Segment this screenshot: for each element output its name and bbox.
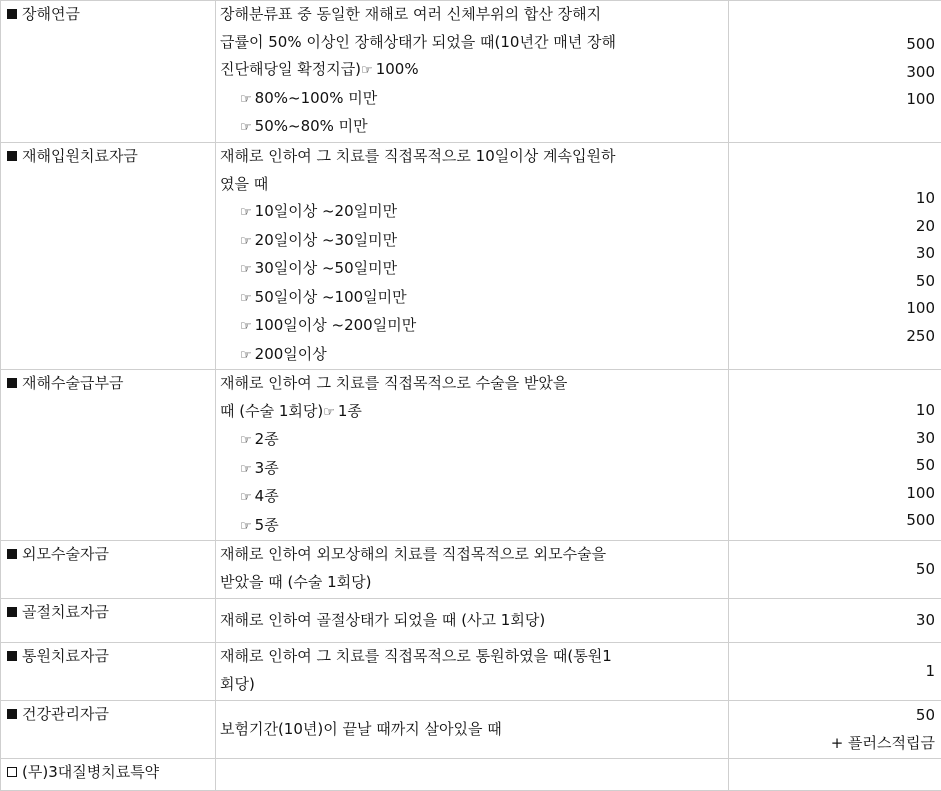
amount-cell (729, 1, 941, 143)
benefit-name: 장해연금 (22, 5, 80, 23)
amount-value: 50 (729, 702, 935, 730)
desc-subitem: ☞ 3종 (220, 455, 728, 484)
amount-value: 500 (729, 507, 935, 535)
table-row (1, 599, 941, 643)
benefit-name: 외모수술자금 (22, 545, 109, 563)
amount-cell (729, 599, 941, 643)
desc-subitem: ☞ 5종 (220, 512, 728, 541)
benefit-name-cell (1, 143, 216, 370)
desc-line: 진단해당일 확정지급)☞ 100% (220, 56, 728, 85)
desc-line: 재해로 인하여 골절상태가 되었을 때 (사고 1회당) (220, 607, 728, 635)
empty-square-icon (7, 767, 17, 777)
pointing-hand-icon: ☞ (323, 399, 335, 427)
benefit-name: 골절치료자금 (22, 603, 109, 621)
pointing-hand-icon: ☞ (240, 456, 252, 484)
pointing-hand-icon: ☞ (240, 256, 252, 284)
amount-value: 10 (729, 397, 935, 425)
table-row (1, 701, 941, 759)
benefit-desc-cell (216, 370, 729, 541)
amount-cell (729, 143, 941, 370)
amount-cell (729, 643, 941, 701)
amount-cell (729, 701, 941, 759)
rider-name: (무)3대질병치료특약 (22, 763, 159, 781)
table-row (1, 541, 941, 599)
pointing-hand-icon: ☞ (240, 285, 252, 313)
pointing-hand-icon: ☞ (240, 313, 252, 341)
filled-square-icon (7, 9, 17, 19)
benefit-desc-cell (216, 759, 729, 791)
pointing-hand-icon: ☞ (240, 427, 252, 455)
table-row (1, 370, 941, 541)
filled-square-icon (7, 378, 17, 388)
filled-square-icon (7, 151, 17, 161)
benefit-name-cell (1, 370, 216, 541)
benefit-desc-cell (216, 599, 729, 643)
pointing-hand-icon: ☞ (240, 86, 252, 114)
amount-cell (729, 370, 941, 541)
benefit-name: 재해입원치료자금 (22, 147, 138, 165)
pointing-hand-icon: ☞ (240, 199, 252, 227)
desc-subitem: ☞ 30일이상 ~50일미만 (220, 255, 728, 284)
benefit-desc-cell (216, 143, 729, 370)
desc-line: 급률이 50% 이상인 장해상태가 되었을 때(10년간 매년 장해 (220, 29, 728, 57)
amount-value: 50 (729, 556, 935, 584)
table-row (1, 643, 941, 701)
benefit-name-cell (1, 701, 216, 759)
amount-value: 100 (729, 86, 935, 114)
table-row (1, 1, 941, 143)
desc-line: 였을 때 (220, 171, 728, 199)
benefit-name-cell (1, 541, 216, 599)
filled-square-icon (7, 709, 17, 719)
benefit-name: 재해수술급부금 (22, 374, 123, 392)
filled-square-icon (7, 651, 17, 661)
benefit-desc-cell (216, 1, 729, 143)
desc-subitem: ☞ 50일이상 ~100일미만 (220, 284, 728, 313)
desc-line: 회당) (220, 671, 728, 699)
table-row (1, 143, 941, 370)
pointing-hand-icon: ☞ (240, 342, 252, 370)
desc-line: 장해분류표 중 동일한 재해로 여러 신체부위의 합산 장해지 (220, 1, 728, 29)
benefit-name-cell (1, 1, 216, 143)
benefit-desc-cell (216, 541, 729, 599)
benefit-name-cell (1, 643, 216, 701)
amount-value: 100 (729, 480, 935, 508)
desc-subitem: ☞ 10일이상 ~20일미만 (220, 198, 728, 227)
amount-value: 30 (729, 240, 935, 268)
amount-value: 1 (729, 658, 935, 686)
pointing-hand-icon: ☞ (240, 228, 252, 256)
table-row (1, 759, 941, 791)
pointing-hand-icon: ☞ (240, 484, 252, 512)
desc-line: 재해로 인하여 외모상해의 치료를 직접목적으로 외모수술을 (220, 541, 728, 569)
desc-subitem: ☞ 50%~80% 미만 (220, 113, 728, 142)
desc-subitem: ☞ 2종 (220, 426, 728, 455)
desc-line: 보험기간(10년)이 끝날 때까지 살아있을 때 (220, 716, 728, 744)
desc-line: 재해로 인하여 그 치료를 직접목적으로 통원하였을 때(통원1 (220, 643, 728, 671)
amount-cell (729, 759, 941, 791)
benefit-name: 건강관리자금 (22, 705, 109, 723)
desc-line: 재해로 인하여 그 치료를 직접목적으로 10일이상 계속입원하 (220, 143, 728, 171)
desc-subitem: ☞ 20일이상 ~30일미만 (220, 227, 728, 256)
pointing-hand-icon: ☞ (240, 513, 252, 541)
amount-value: 250 (729, 323, 935, 351)
benefit-desc-cell (216, 701, 729, 759)
benefit-desc-cell (216, 643, 729, 701)
amount-value: 10 (729, 185, 935, 213)
desc-subitem: ☞ 4종 (220, 483, 728, 512)
desc-line: 재해로 인하여 그 치료를 직접목적으로 수술을 받았을 (220, 370, 728, 398)
amount-value: 300 (729, 59, 935, 87)
amount-value: 50 (729, 452, 935, 480)
desc-subitem: ☞ 80%~100% 미만 (220, 85, 728, 114)
pointing-hand-icon: ☞ (361, 57, 373, 85)
desc-line: 받았을 때 (수술 1회당) (220, 569, 728, 597)
filled-square-icon (7, 549, 17, 559)
amount-value: 500 (729, 31, 935, 59)
amount-value: 100 (729, 295, 935, 323)
amount-value: 50 (729, 268, 935, 296)
amount-value: 30 (729, 607, 935, 635)
amount-note: + 플러스적립금 (729, 730, 935, 758)
rider-name-cell (1, 759, 216, 791)
benefit-name-cell (1, 599, 216, 643)
pointing-hand-icon: ☞ (240, 114, 252, 142)
desc-line: 때 (수술 1회당)☞ 1종 (220, 398, 728, 427)
amount-cell (729, 541, 941, 599)
amount-value: 20 (729, 213, 935, 241)
benefit-name: 통원치료자금 (22, 647, 109, 665)
desc-subitem: ☞ 200일이상 (220, 341, 728, 370)
amount-value: 30 (729, 425, 935, 453)
filled-square-icon (7, 607, 17, 617)
desc-subitem: ☞ 100일이상 ~200일미만 (220, 312, 728, 341)
